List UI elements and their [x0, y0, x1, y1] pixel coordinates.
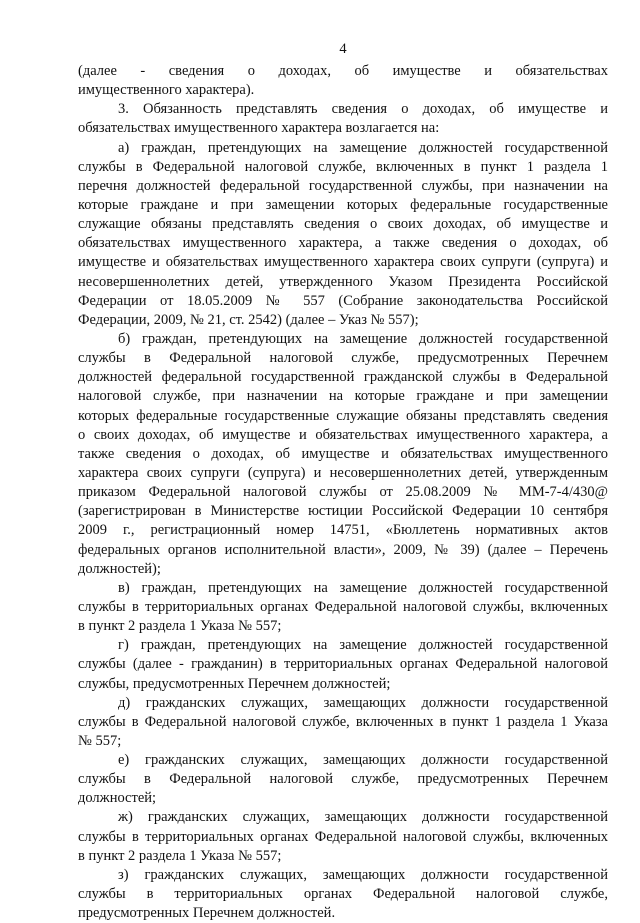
- text-line: службы в территориальных органах Федеральной налоговой службы, включенных: [78, 598, 608, 615]
- paragraph: [78, 100, 608, 138]
- text-line: о своих доходах, об имуществе и обязательствах имущественного характера, а: [78, 426, 608, 443]
- text-line: Федерации, 2009, № 21, ст. 2542) (далее – Указ № 557);: [78, 311, 419, 328]
- text-line: имуществе и обязательствах имущественного характера своих супруги (супруга) и: [78, 254, 608, 271]
- text-line: характера своих супруги (супруга) и несовершеннолетних детей, утвержденным: [78, 464, 608, 481]
- text-line: должностей;: [78, 790, 157, 807]
- page-number: 4: [339, 41, 347, 57]
- text-line: перечня должностей федеральной государственной службы, при назначении на: [78, 177, 608, 194]
- text-line: которых федеральные государственные служащие обязаны представлять сведения: [78, 407, 608, 424]
- text-line: также сведения о доходах, об имуществе и обязательствах имущественного: [78, 445, 608, 462]
- text-line: 3. Обязанность представлять сведения о доходах, об имуществе и: [118, 101, 608, 118]
- text-line: ж) гражданских служащих, замещающих должности государственной: [118, 809, 608, 826]
- text-line: налоговой службе, при назначении на которые граждане и при замещении: [78, 388, 608, 405]
- text-line: службы в Федеральной налоговой службе, предусмотренных Перечнем: [78, 771, 608, 788]
- text-line: службы в территориальных органах Федеральной налоговой службе,: [78, 886, 608, 903]
- text-line: б) граждан, претендующих на замещение должностей государственной: [118, 330, 608, 347]
- text-line: приказом Федеральной налоговой службы от 25.08.2009 № ММ-7-4/430@: [78, 484, 608, 501]
- text-line: обязательствах имущественного характера возлагается на:: [78, 120, 440, 137]
- document-body: [78, 62, 608, 923]
- paragraph: [78, 636, 608, 693]
- text-line: службы в Федеральной налоговой службе, предусмотренных Перечнем: [78, 350, 608, 367]
- paragraph: [78, 139, 608, 330]
- text-line: № 557;: [78, 732, 122, 749]
- text-line: службы, предусмотренных Перечнем должностей;: [78, 675, 391, 692]
- text-line: а) граждан, претендующих на замещение должностей государственной: [118, 139, 608, 156]
- text-line: Федерации от 18.05.2009 № 557 (Собрание законодательства Российской: [78, 292, 608, 309]
- text-line: имущественного характера).: [78, 82, 255, 99]
- paragraph: [78, 694, 608, 751]
- paragraph: [78, 330, 608, 579]
- text-line: (зарегистрирован в Министерстве юстиции Российской Федерации 10 сентября: [78, 503, 608, 520]
- text-line: г) граждан, претендующих на замещение должностей государственной: [118, 637, 608, 654]
- text-line: в пункт 2 раздела 1 Указа № 557;: [78, 618, 282, 635]
- text-line: д) гражданских служащих, замещающих должности государственной: [118, 694, 608, 711]
- paragraph: [78, 866, 608, 923]
- text-line: которые граждане и при замещении которых федеральные государственные: [78, 196, 608, 213]
- text-line: несовершеннолетних детей, утвержденного Указом Президента Российской: [78, 273, 608, 290]
- text-line: службы в Федеральной налоговой службе, включенных в пункт 1 раздела 1: [78, 158, 608, 175]
- text-line: федеральных органов исполнительной власти», 2009, № 39) (далее – Перечень: [78, 541, 608, 558]
- text-line: обязательствах имущественного характера, а также сведения о доходах, об: [78, 235, 608, 252]
- text-line: (далее - сведения о доходах, об имуществе и обязательствах: [78, 63, 608, 79]
- text-line: предусмотренных Перечнем должностей.: [78, 905, 336, 922]
- paragraph: [78, 579, 608, 636]
- text-line: в пункт 2 раздела 1 Указа № 557;: [78, 847, 282, 864]
- paragraph: [78, 62, 608, 100]
- text-line: должностей);: [78, 560, 161, 577]
- text-line: з) гражданских служащих, замещающих должности государственной: [118, 866, 608, 883]
- text-line: е) гражданских служащих, замещающих должности государственной: [118, 752, 608, 769]
- text-line: службы (далее - гражданин) в территориальных органах Федеральной налоговой: [78, 656, 608, 673]
- text-line: 2009 г., регистрационный номер 14751, «Бюллетень нормативных актов: [78, 522, 608, 539]
- text-line: службы в Федеральной налоговой службе, включенных в пункт 1 раздела 1 Указа: [78, 713, 608, 730]
- paragraph: [78, 751, 608, 808]
- text-line: должностей федеральной государственной гражданской службы в Федеральной: [78, 369, 608, 386]
- text-line: службы в территориальных органах Федеральной налоговой службы, включенных: [78, 828, 608, 845]
- paragraph: [78, 808, 608, 865]
- text-line: в) граждан, претендующих на замещение должностей государственной: [118, 579, 608, 596]
- text-line: служащие обязаны представлять сведения о своих доходах, об имуществе и: [78, 216, 608, 233]
